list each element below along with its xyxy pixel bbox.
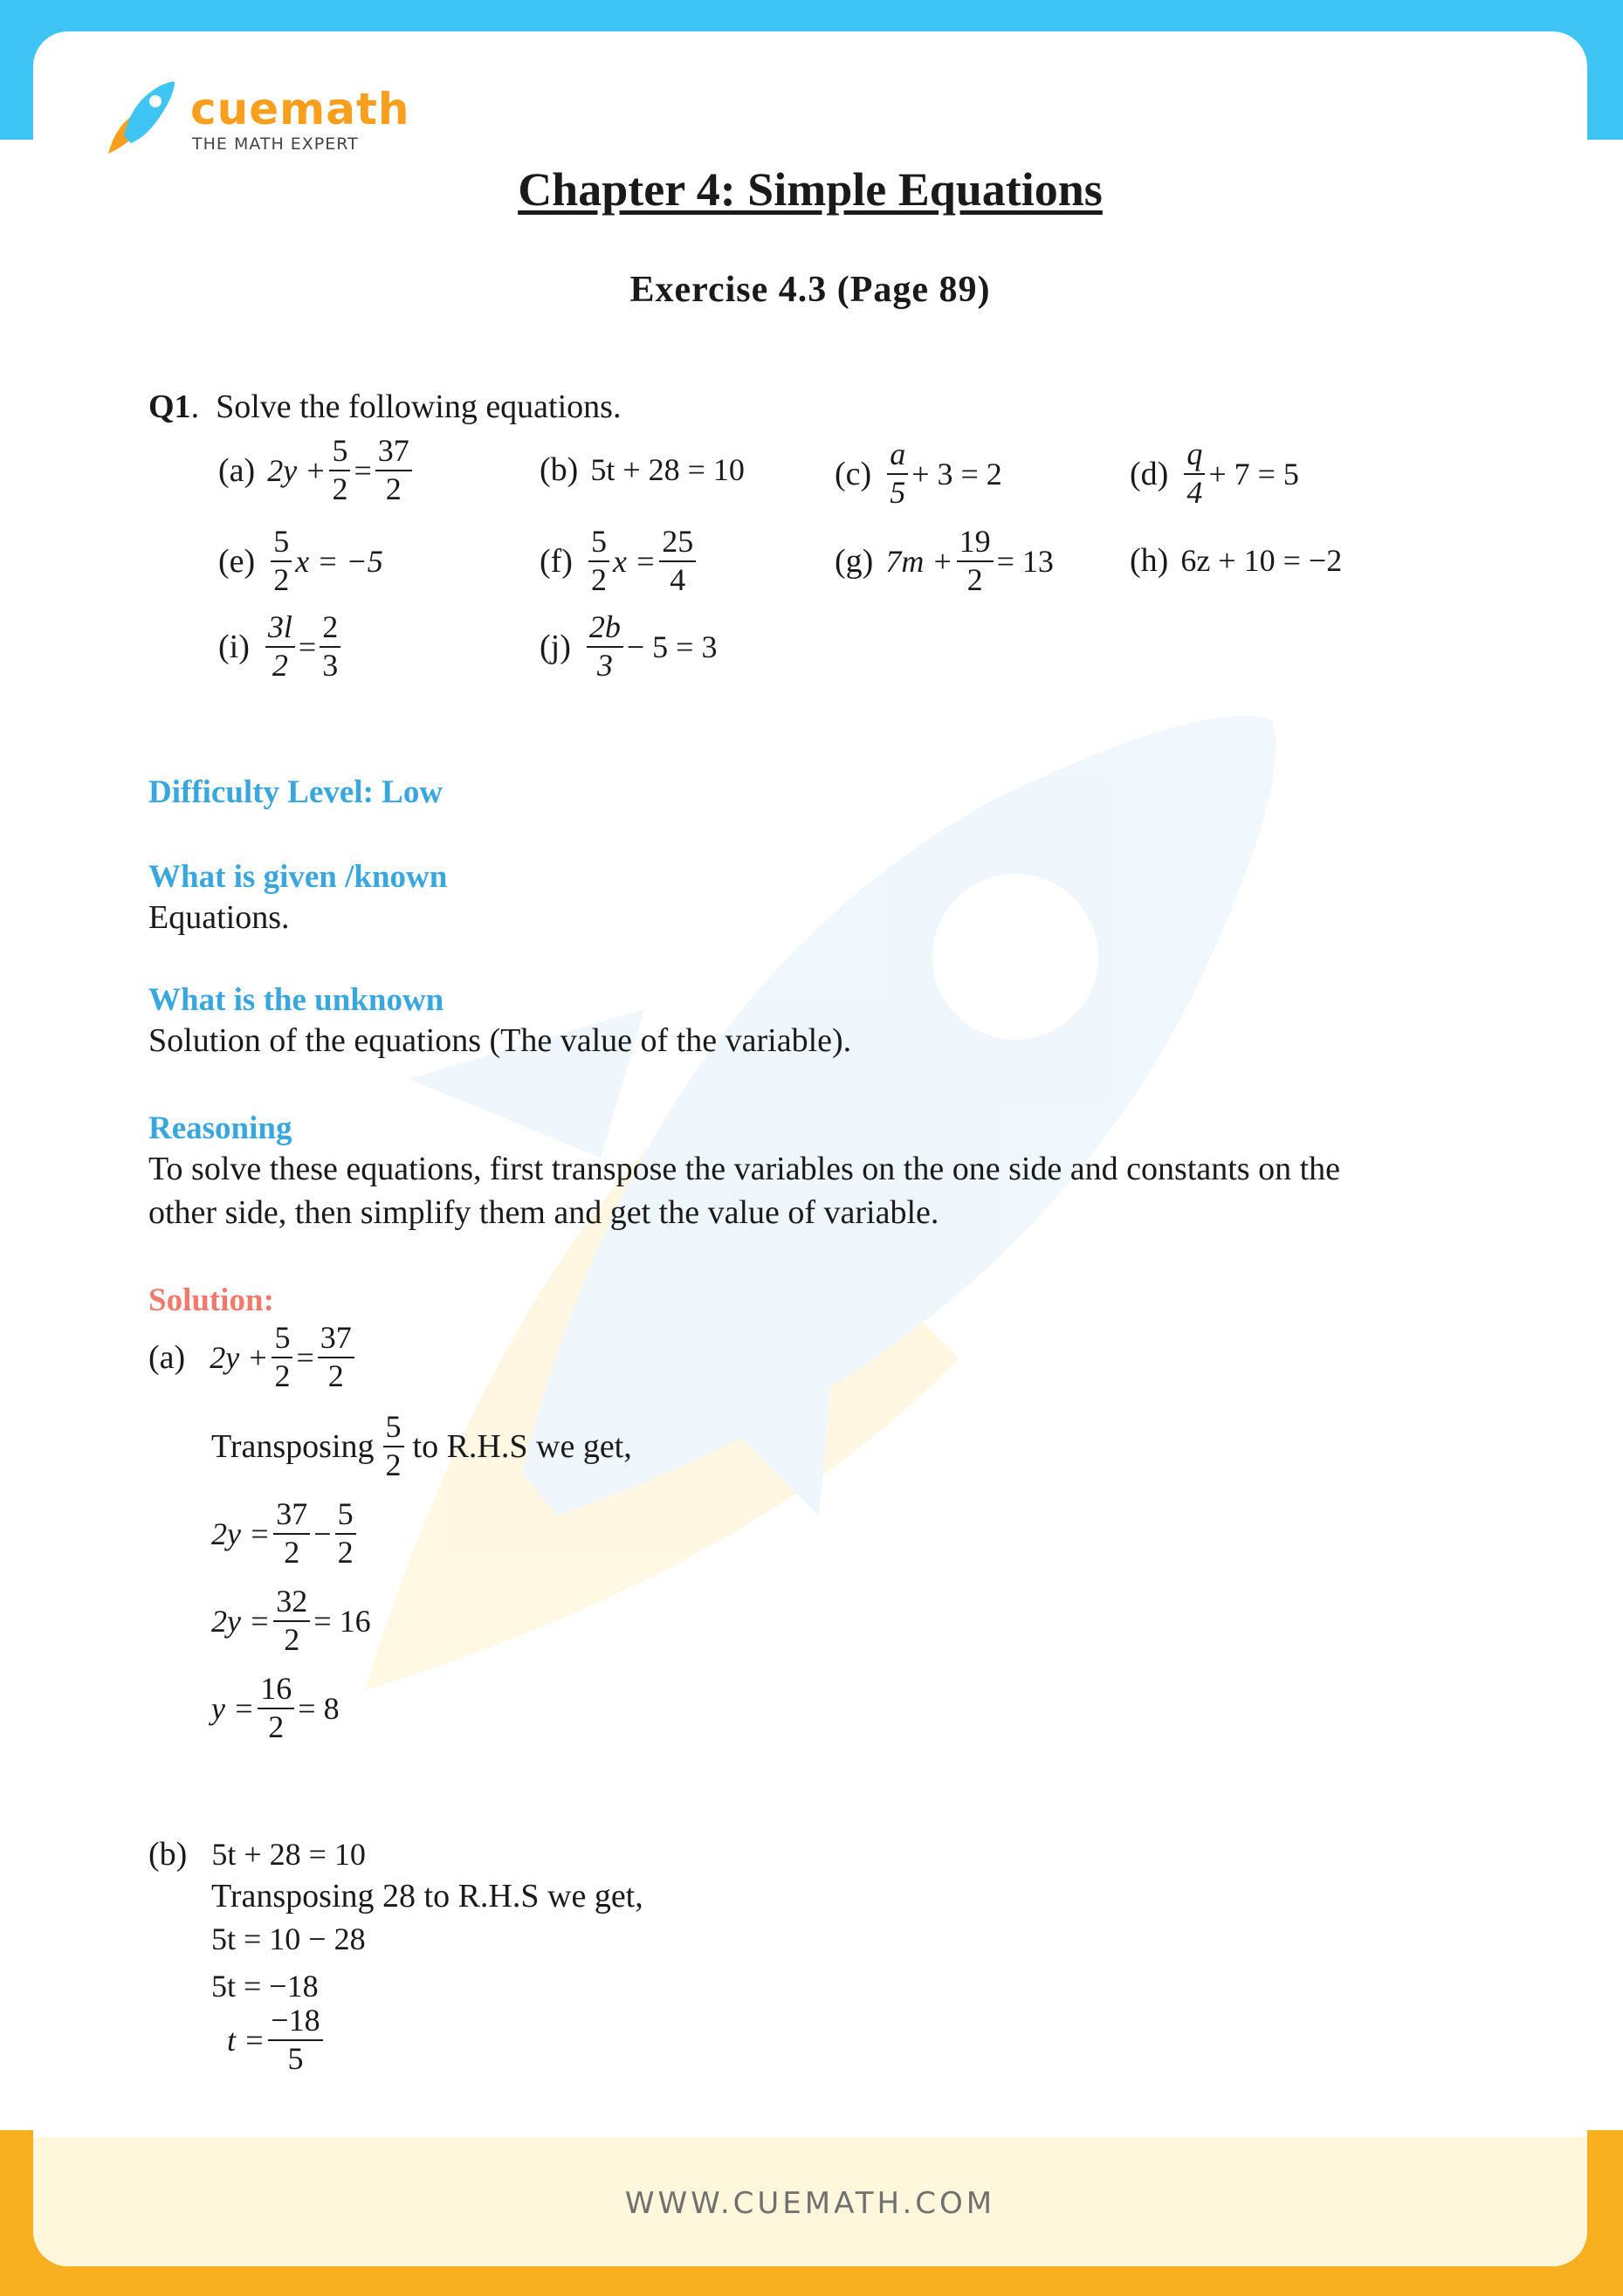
- fraction: $\frac{q}{4}$: [1184, 438, 1205, 510]
- question-number: Q1: [148, 388, 191, 425]
- expr-text: 2y +: [267, 452, 327, 488]
- fraction: $\frac{3l}{2}$: [265, 611, 295, 683]
- fraction: $\frac{5}{2}$: [588, 526, 609, 597]
- part-label: (g): [835, 542, 874, 580]
- brand-tagline: THE MATH EXPERT: [192, 134, 359, 154]
- expr-text: − 5 = 3: [626, 629, 718, 664]
- fraction: $\frac{32}{2}$: [273, 1585, 310, 1657]
- solution-b-step-2: [211, 1968, 319, 2004]
- expr-text: 2y +: [210, 1339, 269, 1375]
- exercise-subtitle: Exercise 4.3 (Page 89): [629, 270, 991, 310]
- part-label: (h): [1130, 542, 1169, 579]
- part-c: [835, 438, 1002, 510]
- expr-text: = 16: [313, 1603, 371, 1639]
- expr-text: =: [354, 452, 372, 488]
- part-d: [1130, 438, 1299, 510]
- fraction: $\frac{a}{5}$: [887, 438, 908, 510]
- reasoning-line-1: To solve these equations, first transpose the variables on the one side and constants on the: [148, 1151, 1341, 1187]
- part-a: [218, 435, 416, 506]
- fraction: $\frac{2}{3}$: [320, 611, 340, 683]
- expr-text: t =: [227, 2022, 265, 2058]
- fraction: $\frac{37}{2}$: [318, 1322, 354, 1393]
- solution-a-step-2: [211, 1585, 371, 1657]
- part-label: (e): [218, 542, 256, 580]
- expr-text: 5t + 28 = 10: [590, 452, 745, 487]
- solution-b-equation: [148, 1835, 366, 1873]
- unknown-text: Solution of the equations (The value of the variable).: [148, 1022, 852, 1059]
- expr-text: 2y =: [211, 1603, 271, 1639]
- part-label: (a): [148, 1338, 186, 1376]
- fraction: $\frac{25}{4}$: [659, 526, 696, 597]
- fraction: $\frac{19}{2}$: [957, 526, 994, 597]
- part-b: [540, 450, 745, 489]
- part-f: [540, 526, 699, 597]
- brand-name: cuemath: [190, 84, 410, 134]
- part-label: (d): [1130, 455, 1169, 492]
- expr-text: x = −5: [295, 543, 383, 579]
- question-line: Q1. Solve the following equations.: [148, 388, 622, 425]
- expr-text: 6z + 10 = −2: [1180, 543, 1343, 578]
- expr-text: to R.H.S we get,: [412, 1427, 632, 1465]
- part-label: (c): [835, 455, 872, 492]
- expr-text: −: [313, 1516, 332, 1551]
- fraction: $\frac{5}{2}$: [271, 526, 292, 597]
- given-text: Equations.: [148, 899, 290, 936]
- solution-heading: Solution:: [148, 1282, 274, 1318]
- solution-b-transpose: Transposing 28 to R.H.S we get,: [211, 1878, 643, 1914]
- solution-a-step-3: [211, 1673, 340, 1744]
- part-i: [218, 611, 344, 683]
- expr-text: = 13: [996, 543, 1054, 579]
- expr-text: x =: [612, 543, 657, 579]
- rocket-logo-icon: [91, 75, 178, 162]
- solution-a-transpose: [211, 1411, 632, 1482]
- question-text: Solve the following equations.: [216, 388, 622, 425]
- solution-a-step-1: [211, 1498, 360, 1570]
- part-h: [1130, 541, 1342, 580]
- fraction: $\frac{16}{2}$: [258, 1673, 294, 1744]
- fraction: $\frac{5}{2}$: [272, 1322, 292, 1393]
- difficulty-heading: Difficulty Level: Low: [148, 774, 444, 810]
- part-label: (j): [540, 628, 571, 665]
- expr-text: 5t = −18: [211, 1969, 319, 2004]
- solution-b-step-3: [227, 2004, 327, 2076]
- expr-text: + 7 = 5: [1208, 456, 1299, 492]
- expr-text: Transposing: [211, 1427, 375, 1465]
- fraction: $\frac{5}{2}$: [383, 1411, 404, 1482]
- reasoning-heading: Reasoning: [148, 1110, 292, 1146]
- expr-text: 5t = 10 − 28: [211, 1921, 366, 1956]
- footer-band: [33, 2137, 1587, 2266]
- part-j: [540, 611, 717, 683]
- page-title: Chapter 4: Simple Equations: [518, 163, 1103, 216]
- part-label: (b): [148, 1836, 188, 1873]
- given-heading: What is given /known: [148, 859, 448, 895]
- fraction: $\frac{2b}{3}$: [587, 611, 623, 683]
- fraction: $\frac{37}{2}$: [273, 1498, 310, 1570]
- part-g: [835, 526, 1054, 597]
- unknown-heading: What is the unknown: [148, 982, 444, 1018]
- expr-text: =: [296, 1339, 314, 1375]
- solution-a-equation: [148, 1322, 358, 1393]
- part-label: (b): [540, 451, 579, 488]
- reasoning-line-2: other side, then simplify them and get the value of variable.: [148, 1194, 939, 1231]
- expr-text: = 8: [298, 1690, 340, 1726]
- expr-text: 7m +: [885, 543, 953, 579]
- fraction: $\frac{5}{2}$: [329, 435, 350, 506]
- part-label: (f): [540, 542, 573, 580]
- page-card: [33, 31, 1587, 2266]
- solution-b-step-1: [211, 1921, 366, 1957]
- part-e: [218, 526, 383, 597]
- fraction: $\frac{5}{2}$: [335, 1498, 356, 1570]
- expr-text: 2y =: [211, 1516, 271, 1551]
- footer-website: WWW.CUEMATH.COM: [624, 2186, 996, 2221]
- fraction: $\frac{37}{2}$: [375, 435, 412, 506]
- expr-text: + 3 = 2: [911, 456, 1002, 492]
- expr-text: y =: [211, 1690, 255, 1726]
- expr-text: 5t + 28 = 10: [211, 1837, 366, 1872]
- fraction: $\frac{-18}{5}$: [268, 2004, 322, 2076]
- part-label: (i): [218, 628, 250, 665]
- expr-text: =: [298, 629, 317, 664]
- part-label: (a): [218, 451, 256, 489]
